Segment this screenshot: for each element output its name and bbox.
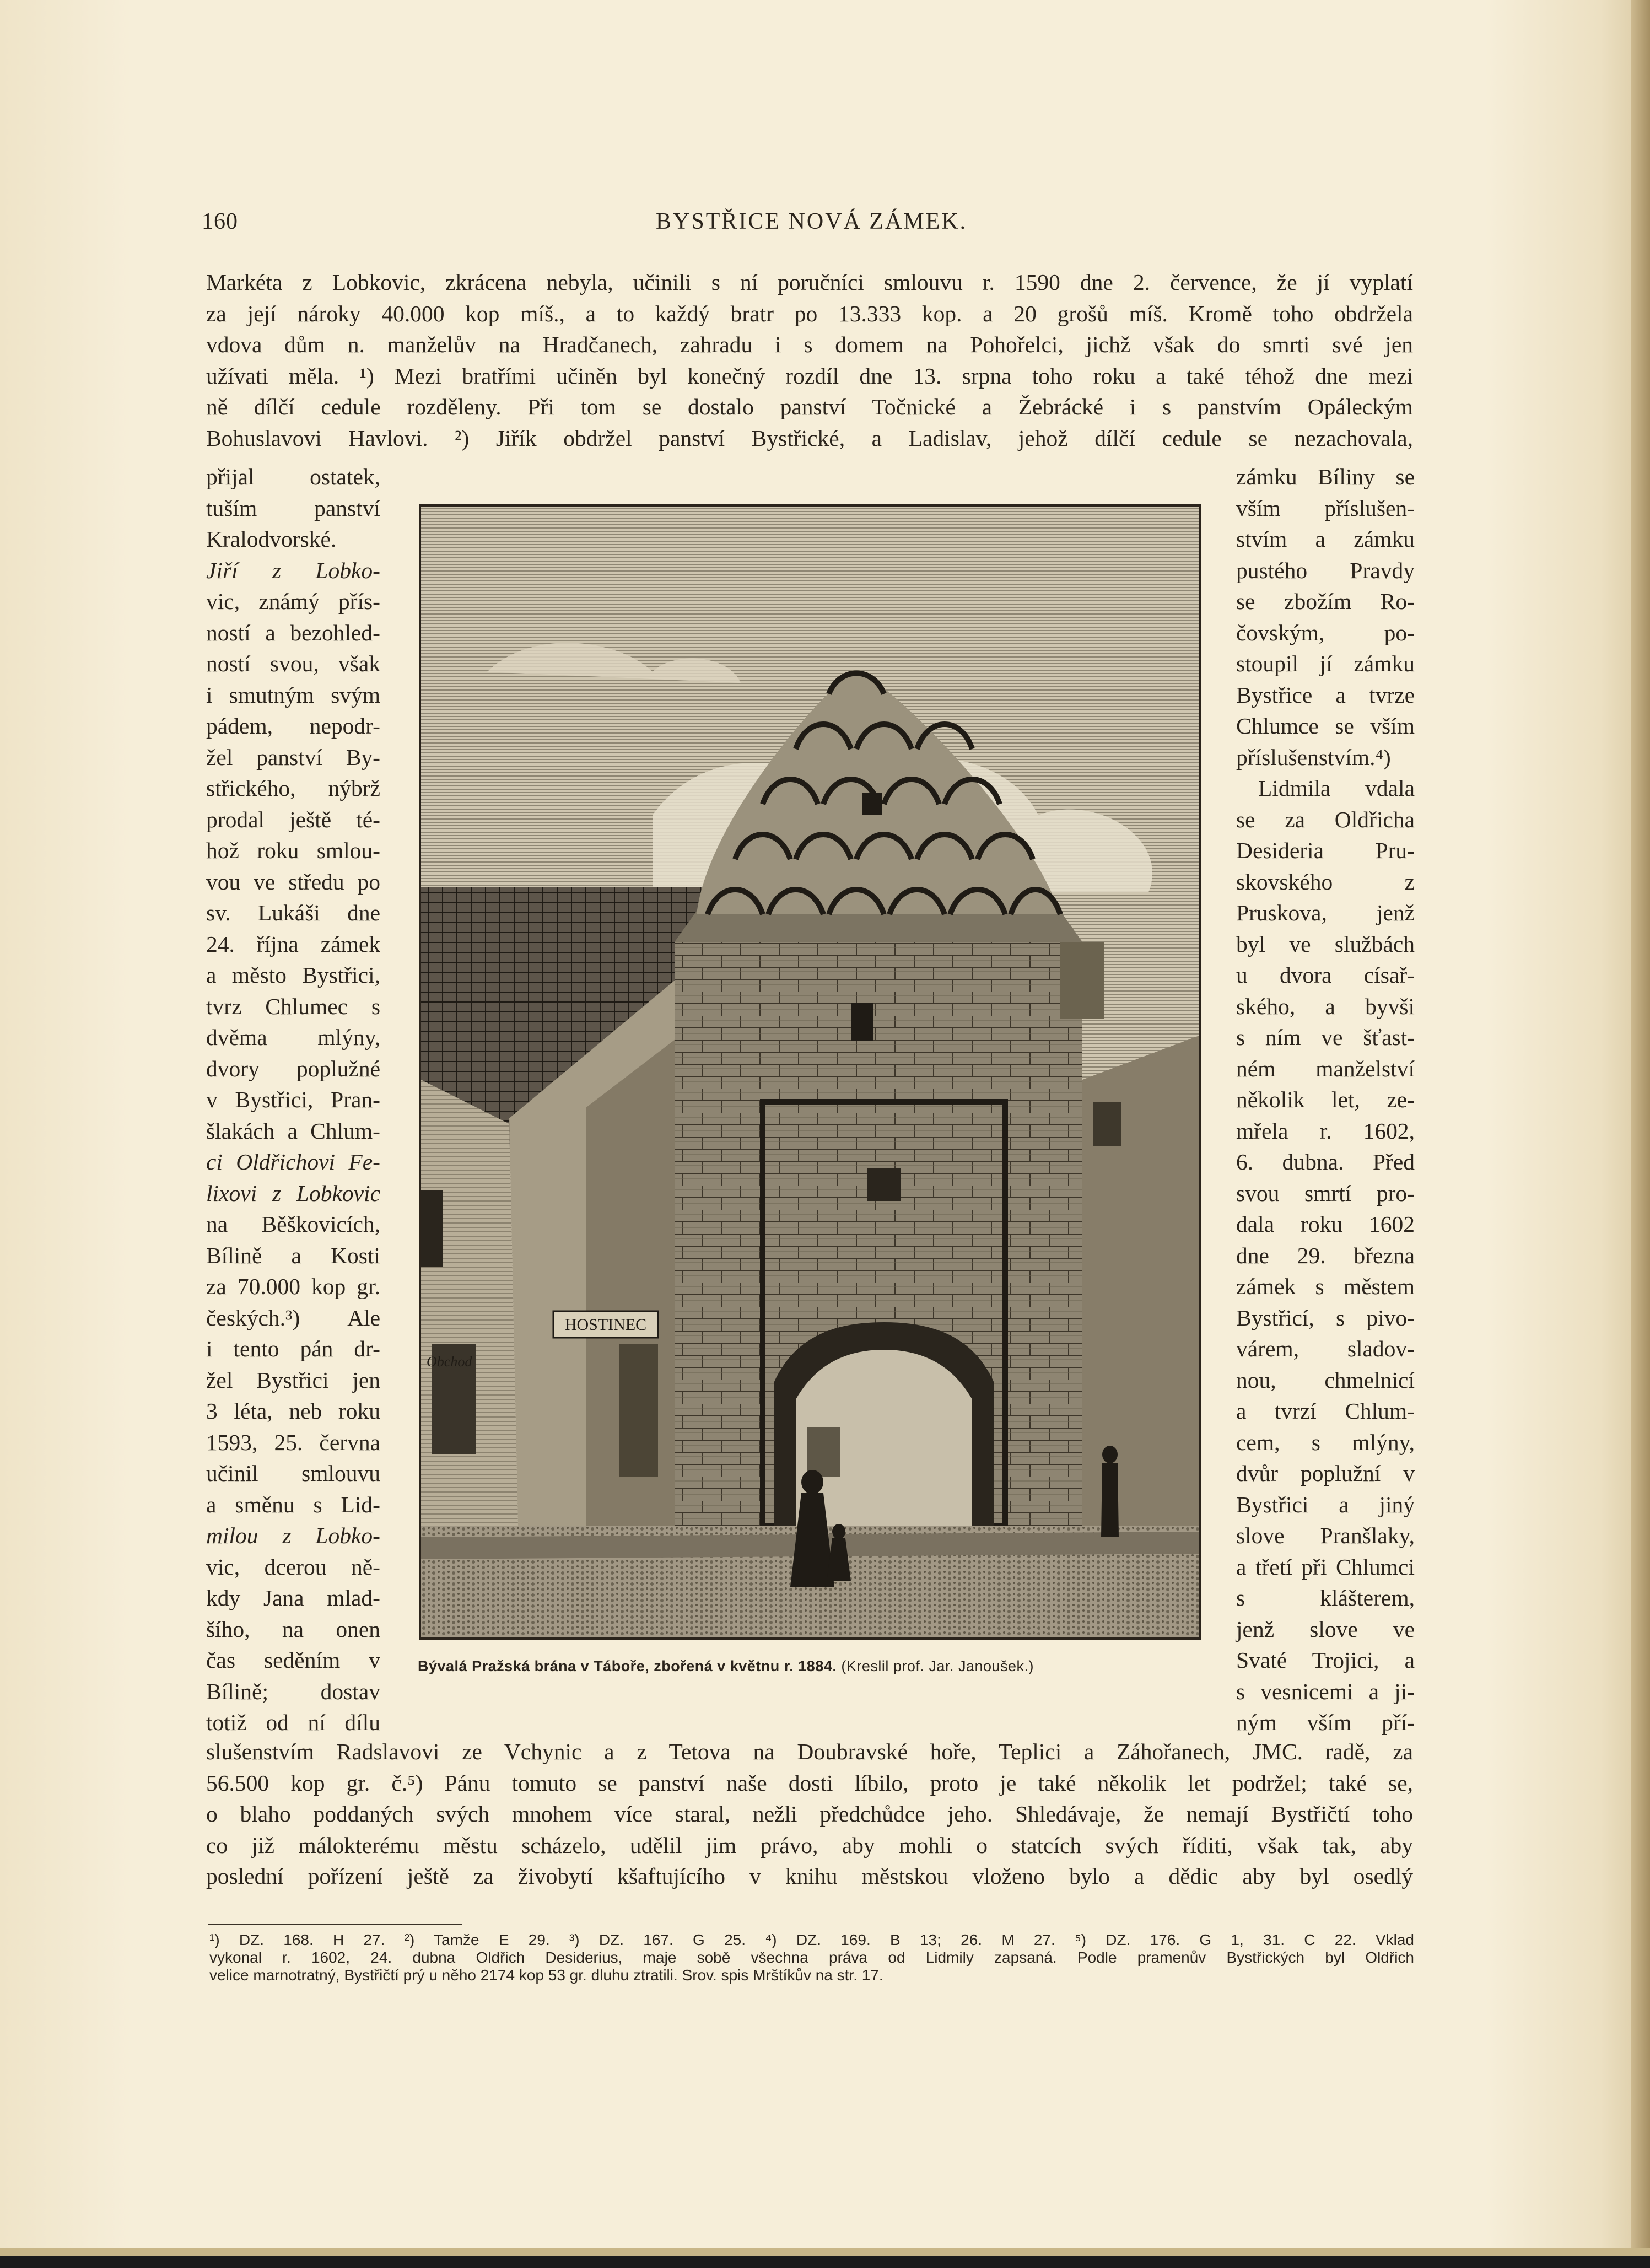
text-line: stvím a zámku [1236,526,1415,552]
text-line: slušenstvím Radslavovi ze Vchynic a z Tetova na Doubravské hoře, Teplici a Záhořanech, JMC. radě, za [206,1739,1413,1764]
inn-sign-text: HOSTINEC [564,1316,647,1334]
text-line: žel panství By- [206,744,380,770]
text-line: českých.³) Ale [206,1305,380,1330]
text-line: se zbožím Ro- [1236,589,1415,614]
text-line: Svaté Trojici, a [1236,1647,1415,1673]
text-line: dvěma mlýny, [206,1025,380,1050]
figure-caption [418,1658,1206,1675]
text-line: dala roku 1602 [1236,1211,1415,1237]
text-line: ností svou, však [206,651,380,676]
text-line: Bílině; dostav [206,1678,380,1704]
text-line: Lidmila vdala [1258,775,1415,801]
text-line: čas seděním v [206,1647,380,1673]
text-line: dvůr poplužní v [1236,1461,1415,1486]
text-line: i smutným svým [206,682,380,708]
text-line: přijal ostatek, [206,464,380,489]
text-line: zámek s městem [1236,1274,1415,1299]
text-line: ným vším pří- [1236,1710,1415,1735]
text-line: žel Bystřici jen [206,1367,380,1393]
text-line: s ním ve šťast- [1236,1025,1415,1050]
caption-title: Bývalá Pražská brána v Táboře, zbořená v květnu r. 1884. [418,1658,837,1674]
text-line: šlakách a Chlum- [206,1118,380,1144]
text-line: jenž slove ve [1236,1616,1415,1642]
text-line: slove Pranšlaky, [1236,1523,1415,1548]
bottom-paragraph [206,1736,1413,1892]
text-line: hož roku smlou- [206,838,380,863]
text-line: tvrz Chlumec s [206,993,380,1019]
scan-bottom-border [0,2256,1650,2268]
page-edge [1631,0,1650,2268]
text-line: cem, s mlýny, [1236,1429,1415,1455]
text-line: se za Oldřicha [1236,806,1415,832]
text-line: co již málokterému městu scházelo, udělil jim právo, aby mohli o statcích svých říditi, však tak, aby [206,1832,1413,1858]
text-line: několik let, ze- [1236,1087,1415,1112]
text-line: s vesnicemi a ji- [1236,1678,1415,1704]
text-line: poslední pořízení ještě za živobytí kšaftujícího v knihu městskou vloženo bylo a dědic aby byl osedlý [206,1863,1413,1889]
footnotes [209,1931,1414,1984]
text-line: Markéta z Lobkovic, zkrácena nebyla, učinili s ní poručníci smlouvu r. 1590 dne 2. července, že jí vyplatí [206,270,1413,295]
caption-credit: (Kreslil prof. Jar. Janoušek.) [841,1658,1034,1674]
text-line: a směnu s Lid- [206,1491,380,1517]
page-header [0,208,1650,247]
text-line: zámku Bíliny se [1236,464,1415,489]
page-number: 160 [202,209,238,234]
text-line: vou ve středu po [206,869,380,895]
text-line: o blaho poddaných svých mnohem více staral, nežli předchůdce jeho. Shledávaje, že nemají Bystřičtí toho [206,1801,1413,1827]
text-line: 56.500 kop gr. č.⁵) Pánu tomuto se panství naše dosti líbilo, proto je také několik let podržel; také se, [206,1770,1413,1796]
text-line: za 70.000 kop gr. [206,1274,380,1299]
footnote-line: velice marnotratný, Bystřičtí prý u něho 2174 kop 53 gr. dluhu ztratili. Srov. spis Mrštíkův na str. 17. [209,1967,883,1984]
text-line: s klášterem, [1236,1585,1415,1610]
text-line: vic, dcerou ně- [206,1554,380,1580]
text-line: střického, nýbrž [206,775,380,801]
text-line: ci Oldřichovi Fe- [206,1149,380,1175]
text-line: tuším panství [206,495,380,521]
text-line: Jiří z Lobko- [206,557,380,583]
text-line: a město Bystřici, [206,962,380,988]
text-line: Pruskova, jenž [1236,900,1415,925]
text-line: Chlumce se vším [1236,713,1415,739]
text-line: Bystřice a tvrze [1236,682,1415,708]
text-line: byl ve službách [1236,931,1415,957]
text-line: 3 léta, neb roku [206,1398,380,1424]
text-line: várem, sladov- [1236,1336,1415,1361]
text-line: ského, a byvši [1236,993,1415,1019]
text-line: sv. Lukáši dne [206,900,380,925]
running-title: BYSTŘICE NOVÁ ZÁMEK. [656,209,968,234]
footnote-line: ¹) DZ. 168. H 27. ²) Tamže E 29. ³) DZ. 167. G 25. ⁴) DZ. 169. B 13; 26. M 27. ⁵) DZ. 176. G 1, 31. C 22. Vklad [209,1931,1414,1948]
text-line: pádem, nepodr- [206,713,380,739]
top-paragraph [206,267,1413,454]
text-line: dvory poplužné [206,1055,380,1081]
right-column [1236,461,1415,1738]
text-line: pustého Pravdy [1236,557,1415,583]
text-line: nou, chmelnicí [1236,1367,1415,1393]
footnote-line: vykonal r. 1602, 24. dubna Oldřich Desiderius, maje sobě všechna práva od Lidmily zapsaná. Podle pramenův Bystřických byl Oldřich [209,1949,1414,1966]
text-line: vdova dům n. manželův na Hradčanech, zahradu i s domem na Pohořelci, jichž však do smrti své jen [206,332,1413,357]
text-line: lixovi z Lobkovic [206,1180,380,1206]
text-line: 1593, 25. června [206,1429,380,1455]
text-line: Bohuslavovi Havlovi. ²) Jiřík obdržel panství Bystřické, a Ladislav, jehož dílčí cedule se nezachovala, [206,425,1413,451]
text-line: ně dílčí cedule rozděleny. Při tom se dostalo panství Točnické a Žebrácké i s panstvím Opáleckým [206,394,1413,419]
text-line: a tvrzí Chlum- [1236,1398,1415,1424]
gate-engraving [421,507,1199,1637]
text-line: učinil smlouvu [206,1461,380,1486]
text-line: kdy Jana mlad- [206,1585,380,1610]
text-line: svou smrtí pro- [1236,1180,1415,1206]
text-line: Bystřici a jiný [1236,1491,1415,1517]
text-line: užívati měla. ¹) Mezi bratřími učiněn byl konečný rozdíl dne 13. srpna toho roku a také téhož dne mezi [206,363,1413,389]
shop-sign-text: Obchod [427,1354,472,1370]
text-line: totiž od ní dílu [206,1710,380,1735]
text-line: stoupil jí zámku [1236,651,1415,676]
text-line: mřela r. 1602, [1236,1118,1415,1144]
text-line: prodal ještě té- [206,806,380,832]
text-line: 24. října zámek [206,931,380,957]
text-line: na Běškovicích, [206,1211,380,1237]
text-line: dne 29. března [1236,1242,1415,1268]
text-line: milou z Lobko- [206,1523,380,1548]
text-line: příslušenstvím.⁴) [1236,744,1391,770]
footnote-rule [208,1924,462,1925]
text-line: vic, známý přís- [206,589,380,614]
text-line: v Bystřici, Pran- [206,1087,380,1112]
text-line: šího, na onen [206,1616,380,1642]
text-line: za její nároky 40.000 kop míš., a to každý bratr po 13.333 kop. a 20 grošů míš. Kromě toho obdržela [206,300,1413,326]
text-line: ném manželství [1236,1055,1415,1081]
text-line: Kralodvorské. [206,526,337,552]
text-line: i tento pán dr- [206,1336,380,1361]
text-line: čovským, po- [1236,619,1415,645]
text-line: Bílině a Kosti [206,1242,380,1268]
text-line: u dvora císař- [1236,962,1415,988]
text-line: 6. dubna. Před [1236,1149,1415,1175]
text-line: Bystřicí, s pivo- [1236,1305,1415,1330]
text-line: Desideria Pru- [1236,838,1415,863]
text-line: a třetí při Chlumci [1236,1554,1415,1580]
left-column [206,461,380,1738]
page-bottom-margin [0,2248,1650,2256]
text-line: skovského z [1236,869,1415,895]
engraving-illustration [419,504,1201,1640]
text-line: ností a bezohled- [206,619,380,645]
text-line: vším příslušen- [1236,495,1415,521]
